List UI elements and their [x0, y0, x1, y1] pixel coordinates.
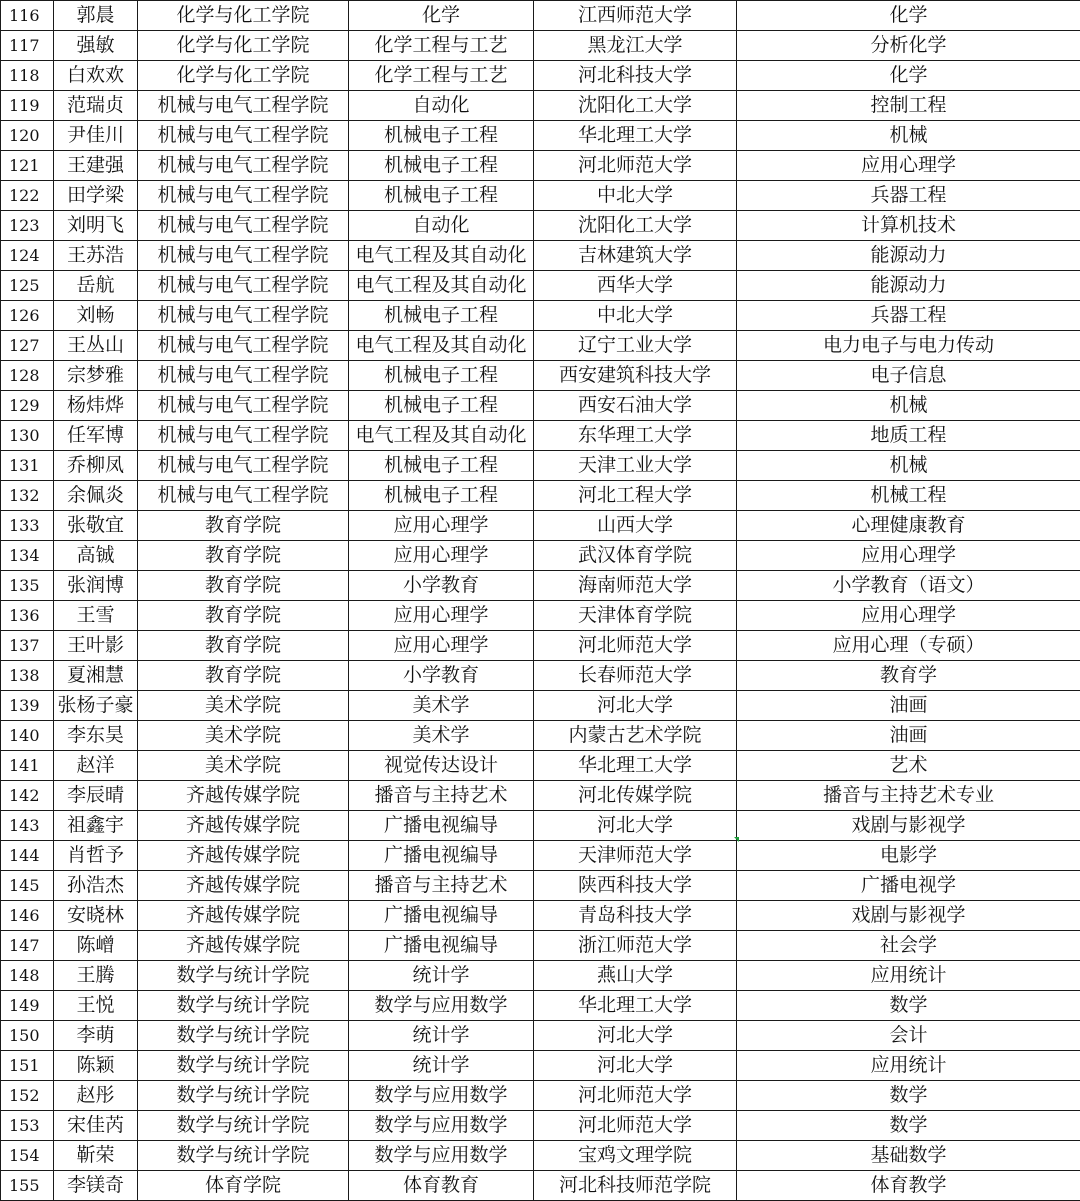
cell-admitted-university: 长春师范大学: [534, 661, 737, 691]
cell-serial-number: 134: [1, 541, 54, 571]
cell-admitted-university: 河北工程大学: [534, 481, 737, 511]
cell-admitted-university: 西安石油大学: [534, 391, 737, 421]
cell-student-name: 安晓林: [54, 901, 138, 931]
cell-serial-number: 118: [1, 61, 54, 91]
cell-serial-number: 144: [1, 841, 54, 871]
cell-admitted-major: 兵器工程: [737, 181, 1080, 211]
table-row: [1, 961, 1080, 991]
table-row: [1, 931, 1080, 961]
cell-serial-number: 143: [1, 811, 54, 841]
cell-admitted-university: 华北理工大学: [534, 121, 737, 151]
cell-student-name: 王丛山: [54, 331, 138, 361]
cell-admitted-university: 河北大学: [534, 1051, 737, 1081]
cell-admitted-university: 江西师范大学: [534, 1, 737, 31]
table-row: [1, 871, 1080, 901]
cell-admitted-major: 机械: [737, 121, 1080, 151]
cell-admitted-university: 华北理工大学: [534, 751, 737, 781]
cell-serial-number: 130: [1, 421, 54, 451]
cell-admitted-major: 社会学: [737, 931, 1080, 961]
cell-admitted-major: 广播电视学: [737, 871, 1080, 901]
table-row: [1, 691, 1080, 721]
cell-admitted-university: 吉林建筑大学: [534, 241, 737, 271]
cell-admitted-major: 油画: [737, 691, 1080, 721]
cell-admitted-university: 燕山大学: [534, 961, 737, 991]
table-row: [1, 631, 1080, 661]
cell-admitted-major: 会计: [737, 1021, 1080, 1051]
cell-serial-number: 136: [1, 601, 54, 631]
cell-serial-number: 119: [1, 91, 54, 121]
table-row: [1, 1, 1080, 31]
cell-serial-number: 153: [1, 1111, 54, 1141]
cell-admitted-university: 西安建筑科技大学: [534, 361, 737, 391]
table-row: [1, 451, 1080, 481]
table-row: [1, 541, 1080, 571]
cell-undergraduate-major: 统计学: [349, 1021, 534, 1051]
cell-serial-number: 131: [1, 451, 54, 481]
cell-serial-number: 117: [1, 31, 54, 61]
cell-student-name: 宗梦雅: [54, 361, 138, 391]
cell-admitted-university: 黑龙江大学: [534, 31, 737, 61]
cell-undergraduate-major: 化学工程与工艺: [349, 31, 534, 61]
cell-undergraduate-major: 小学教育: [349, 661, 534, 691]
cell-admitted-major: 能源动力: [737, 271, 1080, 301]
table-row: [1, 811, 1080, 841]
cell-undergraduate-major: 数学与应用数学: [349, 1081, 534, 1111]
cell-student-name: 王腾: [54, 961, 138, 991]
table-row: [1, 151, 1080, 181]
cell-college: 数学与统计学院: [138, 1141, 349, 1171]
cell-serial-number: 140: [1, 721, 54, 751]
cell-admitted-university: 河北大学: [534, 1021, 737, 1051]
cell-college: 机械与电气工程学院: [138, 391, 349, 421]
cell-undergraduate-major: 机械电子工程: [349, 361, 534, 391]
cell-student-name: 赵彤: [54, 1081, 138, 1111]
cell-student-name: 白欢欢: [54, 61, 138, 91]
cell-serial-number: 148: [1, 961, 54, 991]
cell-serial-number: 127: [1, 331, 54, 361]
cell-college: 教育学院: [138, 631, 349, 661]
cell-college: 机械与电气工程学院: [138, 91, 349, 121]
cell-college: 数学与统计学院: [138, 1111, 349, 1141]
cell-serial-number: 152: [1, 1081, 54, 1111]
cell-admitted-major: 教育学: [737, 661, 1080, 691]
cell-admitted-major: 计算机技术: [737, 211, 1080, 241]
table-row: [1, 721, 1080, 751]
cell-undergraduate-major: 统计学: [349, 1051, 534, 1081]
cell-college: 机械与电气工程学院: [138, 361, 349, 391]
cell-undergraduate-major: 机械电子工程: [349, 481, 534, 511]
cell-undergraduate-major: 美术学: [349, 721, 534, 751]
cell-admitted-major: 应用心理学: [737, 541, 1080, 571]
cell-undergraduate-major: 机械电子工程: [349, 151, 534, 181]
cell-student-name: 肖哲予: [54, 841, 138, 871]
cell-serial-number: 145: [1, 871, 54, 901]
cell-student-name: 杨炜烨: [54, 391, 138, 421]
cell-student-name: 张杨子豪: [54, 691, 138, 721]
cell-undergraduate-major: 机械电子工程: [349, 121, 534, 151]
cell-admitted-university: 河北师范大学: [534, 151, 737, 181]
table-row: [1, 421, 1080, 451]
cell-admitted-university: 武汉体育学院: [534, 541, 737, 571]
cell-undergraduate-major: 播音与主持艺术: [349, 871, 534, 901]
cell-admitted-major: 控制工程: [737, 91, 1080, 121]
table-row: [1, 361, 1080, 391]
cell-college: 教育学院: [138, 661, 349, 691]
table-row: [1, 31, 1080, 61]
cell-student-name: 尹佳川: [54, 121, 138, 151]
cell-admitted-major: 数学: [737, 1081, 1080, 1111]
cell-serial-number: 128: [1, 361, 54, 391]
cell-serial-number: 141: [1, 751, 54, 781]
cell-admitted-major: 艺术: [737, 751, 1080, 781]
table-row: [1, 1051, 1080, 1081]
cell-admitted-major: 数学: [737, 991, 1080, 1021]
cell-undergraduate-major: 小学教育: [349, 571, 534, 601]
cell-undergraduate-major: 广播电视编导: [349, 901, 534, 931]
cell-admitted-university: 中北大学: [534, 181, 737, 211]
cell-student-name: 陈嶒: [54, 931, 138, 961]
cell-serial-number: 123: [1, 211, 54, 241]
cell-college: 机械与电气工程学院: [138, 211, 349, 241]
cell-admitted-major: 能源动力: [737, 241, 1080, 271]
table-row: [1, 91, 1080, 121]
cell-serial-number: 121: [1, 151, 54, 181]
cell-college: 美术学院: [138, 751, 349, 781]
cell-marker-triangle: [734, 837, 739, 842]
cell-serial-number: 125: [1, 271, 54, 301]
cell-admitted-major: 电力电子与电力传动: [737, 331, 1080, 361]
cell-college: 数学与统计学院: [138, 1021, 349, 1051]
cell-admitted-university: 河北传媒学院: [534, 781, 737, 811]
cell-undergraduate-major: 播音与主持艺术: [349, 781, 534, 811]
cell-college: 教育学院: [138, 511, 349, 541]
cell-college: 机械与电气工程学院: [138, 241, 349, 271]
cell-admitted-major: 心理健康教育: [737, 511, 1080, 541]
cell-student-name: 刘畅: [54, 301, 138, 331]
cell-admitted-major: 机械: [737, 451, 1080, 481]
cell-admitted-major: 分析化学: [737, 31, 1080, 61]
cell-admitted-university: 海南师范大学: [534, 571, 737, 601]
table-row: [1, 781, 1080, 811]
cell-student-name: 王雪: [54, 601, 138, 631]
cell-admitted-university: 陕西科技大学: [534, 871, 737, 901]
cell-student-name: 夏湘慧: [54, 661, 138, 691]
cell-college: 齐越传媒学院: [138, 811, 349, 841]
cell-college: 机械与电气工程学院: [138, 181, 349, 211]
cell-college: 化学与化工学院: [138, 1, 349, 31]
cell-college: 机械与电气工程学院: [138, 121, 349, 151]
cell-serial-number: 142: [1, 781, 54, 811]
cell-admitted-university: 内蒙古艺术学院: [534, 721, 737, 751]
cell-serial-number: 124: [1, 241, 54, 271]
table-row: [1, 511, 1080, 541]
cell-admitted-major: 兵器工程: [737, 301, 1080, 331]
cell-student-name: 田学梁: [54, 181, 138, 211]
cell-admitted-university: 山西大学: [534, 511, 737, 541]
cell-undergraduate-major: 电气工程及其自动化: [349, 271, 534, 301]
cell-admitted-major: 应用心理（专硕）: [737, 631, 1080, 661]
cell-college: 齐越传媒学院: [138, 781, 349, 811]
cell-student-name: 李镁奇: [54, 1171, 138, 1201]
cell-student-name: 高铖: [54, 541, 138, 571]
cell-undergraduate-major: 广播电视编导: [349, 841, 534, 871]
table-row: [1, 391, 1080, 421]
cell-undergraduate-major: 美术学: [349, 691, 534, 721]
cell-serial-number: 132: [1, 481, 54, 511]
cell-college: 机械与电气工程学院: [138, 151, 349, 181]
cell-admitted-university: 中北大学: [534, 301, 737, 331]
cell-student-name: 郭晨: [54, 1, 138, 31]
cell-serial-number: 139: [1, 691, 54, 721]
table-row: [1, 211, 1080, 241]
cell-college: 机械与电气工程学院: [138, 421, 349, 451]
table-row: [1, 181, 1080, 211]
cell-undergraduate-major: 电气工程及其自动化: [349, 241, 534, 271]
cell-student-name: 强敏: [54, 31, 138, 61]
cell-admitted-university: 东华理工大学: [534, 421, 737, 451]
table-row: [1, 121, 1080, 151]
cell-undergraduate-major: 数学与应用数学: [349, 1141, 534, 1171]
cell-admitted-major: 播音与主持艺术专业: [737, 781, 1080, 811]
cell-serial-number: 147: [1, 931, 54, 961]
cell-college: 化学与化工学院: [138, 61, 349, 91]
cell-college: 化学与化工学院: [138, 31, 349, 61]
table-row: [1, 481, 1080, 511]
cell-admitted-major: 应用统计: [737, 1051, 1080, 1081]
cell-admitted-major: 小学教育（语文）: [737, 571, 1080, 601]
cell-student-name: 赵洋: [54, 751, 138, 781]
cell-college: 机械与电气工程学院: [138, 451, 349, 481]
cell-student-name: 乔柳凤: [54, 451, 138, 481]
cell-student-name: 李东昊: [54, 721, 138, 751]
cell-serial-number: 149: [1, 991, 54, 1021]
cell-admitted-university: 宝鸡文理学院: [534, 1141, 737, 1171]
cell-student-name: 王悦: [54, 991, 138, 1021]
cell-college: 美术学院: [138, 691, 349, 721]
cell-undergraduate-major: 应用心理学: [349, 601, 534, 631]
cell-admitted-major: 体育教学: [737, 1171, 1080, 1201]
table-row: [1, 661, 1080, 691]
cell-admitted-university: 天津体育学院: [534, 601, 737, 631]
cell-serial-number: 137: [1, 631, 54, 661]
cell-undergraduate-major: 数学与应用数学: [349, 991, 534, 1021]
cell-undergraduate-major: 机械电子工程: [349, 301, 534, 331]
cell-undergraduate-major: 应用心理学: [349, 541, 534, 571]
cell-admitted-university: 天津工业大学: [534, 451, 737, 481]
cell-college: 数学与统计学院: [138, 1051, 349, 1081]
cell-serial-number: 151: [1, 1051, 54, 1081]
cell-college: 齐越传媒学院: [138, 841, 349, 871]
cell-undergraduate-major: 广播电视编导: [349, 931, 534, 961]
cell-college: 机械与电气工程学院: [138, 271, 349, 301]
cell-admitted-major: 戏剧与影视学: [737, 811, 1080, 841]
cell-serial-number: 133: [1, 511, 54, 541]
cell-undergraduate-major: 机械电子工程: [349, 181, 534, 211]
table-body: [1, 1, 1080, 1201]
cell-admitted-university: 河北师范大学: [534, 631, 737, 661]
cell-serial-number: 122: [1, 181, 54, 211]
cell-undergraduate-major: 统计学: [349, 961, 534, 991]
table-row: [1, 1111, 1080, 1141]
table-row: [1, 1021, 1080, 1051]
cell-serial-number: 146: [1, 901, 54, 931]
cell-college: 齐越传媒学院: [138, 871, 349, 901]
table-row: [1, 991, 1080, 1021]
cell-admitted-major: 基础数学: [737, 1141, 1080, 1171]
table-row: [1, 271, 1080, 301]
cell-student-name: 靳荣: [54, 1141, 138, 1171]
cell-admitted-university: 沈阳化工大学: [534, 211, 737, 241]
cell-student-name: 王叶影: [54, 631, 138, 661]
cell-undergraduate-major: 电气工程及其自动化: [349, 331, 534, 361]
cell-college: 数学与统计学院: [138, 1081, 349, 1111]
cell-admitted-university: 天津师范大学: [534, 841, 737, 871]
cell-student-name: 张敬宜: [54, 511, 138, 541]
cell-admitted-university: 河北科技师范学院: [534, 1171, 737, 1201]
cell-undergraduate-major: 应用心理学: [349, 631, 534, 661]
cell-college: 数学与统计学院: [138, 961, 349, 991]
table-row: [1, 331, 1080, 361]
cell-admitted-university: 河北大学: [534, 691, 737, 721]
cell-admitted-major: 电子信息: [737, 361, 1080, 391]
cell-admitted-major: 机械工程: [737, 481, 1080, 511]
cell-admitted-major: 化学: [737, 61, 1080, 91]
cell-student-name: 李萌: [54, 1021, 138, 1051]
cell-admitted-major: 机械: [737, 391, 1080, 421]
cell-student-name: 宋佳芮: [54, 1111, 138, 1141]
table-row: [1, 1081, 1080, 1111]
cell-admitted-major: 应用心理学: [737, 151, 1080, 181]
table-row: [1, 751, 1080, 781]
cell-serial-number: 154: [1, 1141, 54, 1171]
cell-college: 教育学院: [138, 571, 349, 601]
cell-serial-number: 150: [1, 1021, 54, 1051]
cell-serial-number: 120: [1, 121, 54, 151]
cell-college: 教育学院: [138, 601, 349, 631]
cell-undergraduate-major: 机械电子工程: [349, 391, 534, 421]
table-row: [1, 901, 1080, 931]
table-row: [1, 301, 1080, 331]
cell-admitted-major: 地质工程: [737, 421, 1080, 451]
cell-student-name: 任军博: [54, 421, 138, 451]
cell-undergraduate-major: 视觉传达设计: [349, 751, 534, 781]
cell-college: 教育学院: [138, 541, 349, 571]
cell-undergraduate-major: 广播电视编导: [349, 811, 534, 841]
table-row: [1, 241, 1080, 271]
cell-serial-number: 135: [1, 571, 54, 601]
table-row: [1, 1171, 1080, 1201]
cell-student-name: 张润博: [54, 571, 138, 601]
cell-admitted-university: 西华大学: [534, 271, 737, 301]
cell-admitted-university: 青岛科技大学: [534, 901, 737, 931]
cell-admitted-major: 应用心理学: [737, 601, 1080, 631]
cell-student-name: 祖鑫宇: [54, 811, 138, 841]
cell-admitted-university: 河北师范大学: [534, 1111, 737, 1141]
cell-college: 机械与电气工程学院: [138, 331, 349, 361]
cell-student-name: 范瑞贞: [54, 91, 138, 121]
cell-college: 齐越传媒学院: [138, 931, 349, 961]
cell-undergraduate-major: 机械电子工程: [349, 451, 534, 481]
cell-student-name: 王苏浩: [54, 241, 138, 271]
cell-student-name: 李辰晴: [54, 781, 138, 811]
table-row: [1, 1141, 1080, 1171]
cell-admitted-university: 河北师范大学: [534, 1081, 737, 1111]
cell-student-name: 孙浩杰: [54, 871, 138, 901]
cell-undergraduate-major: 自动化: [349, 211, 534, 241]
cell-admitted-university: 沈阳化工大学: [534, 91, 737, 121]
cell-admitted-major: 戏剧与影视学: [737, 901, 1080, 931]
cell-admitted-university: 浙江师范大学: [534, 931, 737, 961]
cell-undergraduate-major: 化学工程与工艺: [349, 61, 534, 91]
cell-undergraduate-major: 体育教育: [349, 1171, 534, 1201]
cell-admitted-major: 油画: [737, 721, 1080, 751]
cell-serial-number: 116: [1, 1, 54, 31]
cell-admitted-major: 化学: [737, 1, 1080, 31]
cell-serial-number: 155: [1, 1171, 54, 1201]
cell-serial-number: 126: [1, 301, 54, 331]
cell-undergraduate-major: 自动化: [349, 91, 534, 121]
cell-college: 机械与电气工程学院: [138, 301, 349, 331]
cell-student-name: 王建强: [54, 151, 138, 181]
cell-admitted-university: 河北科技大学: [534, 61, 737, 91]
cell-college: 体育学院: [138, 1171, 349, 1201]
cell-undergraduate-major: 应用心理学: [349, 511, 534, 541]
cell-serial-number: 129: [1, 391, 54, 421]
cell-undergraduate-major: 化学: [349, 1, 534, 31]
cell-admitted-major: 应用统计: [737, 961, 1080, 991]
cell-student-name: 陈颖: [54, 1051, 138, 1081]
cell-college: 数学与统计学院: [138, 991, 349, 1021]
table-row: [1, 841, 1080, 871]
cell-college: 机械与电气工程学院: [138, 481, 349, 511]
cell-student-name: 余佩炎: [54, 481, 138, 511]
cell-college: 美术学院: [138, 721, 349, 751]
cell-admitted-university: 辽宁工业大学: [534, 331, 737, 361]
cell-student-name: 刘明飞: [54, 211, 138, 241]
cell-admitted-major: 电影学: [737, 841, 1080, 871]
cell-undergraduate-major: 电气工程及其自动化: [349, 421, 534, 451]
cell-admitted-university: 华北理工大学: [534, 991, 737, 1021]
cell-admitted-university: 河北大学: [534, 811, 737, 841]
table-row: [1, 601, 1080, 631]
cell-student-name: 岳航: [54, 271, 138, 301]
cell-college: 齐越传媒学院: [138, 901, 349, 931]
table-row: [1, 61, 1080, 91]
cell-serial-number: 138: [1, 661, 54, 691]
cell-admitted-major: 数学: [737, 1111, 1080, 1141]
cell-undergraduate-major: 数学与应用数学: [349, 1111, 534, 1141]
table-row: [1, 571, 1080, 601]
